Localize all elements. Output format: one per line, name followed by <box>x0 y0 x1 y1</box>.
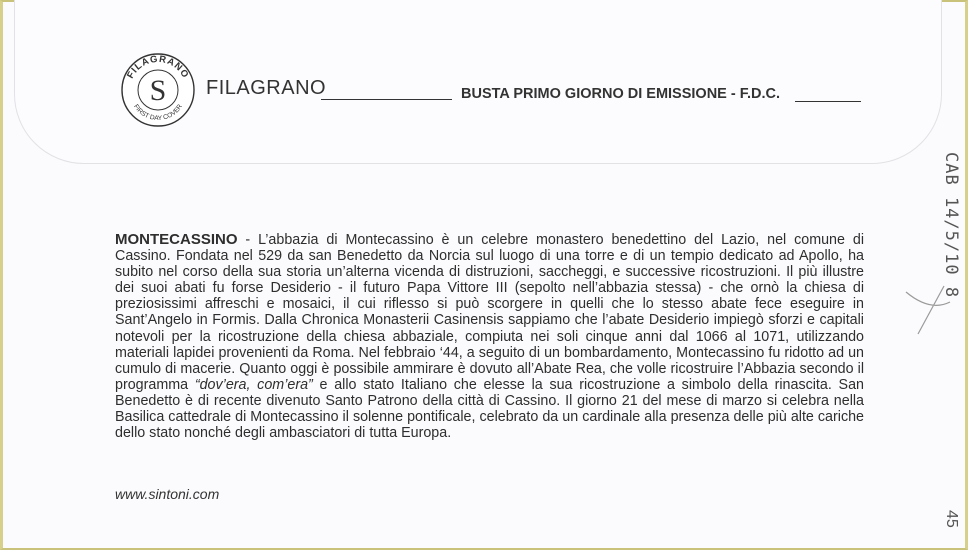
title-dash: - <box>237 232 259 248</box>
handwritten-side-code: CAB 14/5/10 8 <box>941 152 961 299</box>
description-text-b: e allo stato Italiano che elesse la sua ricostruzione a simbolo della rinascita. San Benedetto è di recente divenuto Santo Patrono della città di Cassino. Il giorno 21 del mese di marzo si celebra nella Basilica cattedrale di Montecassino il solenne pontificale, celebrato da un cardinale alla presenza delle più alte cariche dello stato nonché degli ambasciatori di tutta Europa. <box>115 376 864 442</box>
description-title: MONTECASSINO <box>115 231 238 248</box>
description-quote: “dov’era, com’era” <box>194 376 313 393</box>
fdc-label: BUSTA PRIMO GIORNO DI EMISSIONE - F.D.C. <box>461 86 781 102</box>
logo-brand-text: FILAGRANO <box>125 53 191 81</box>
description-text-a: L’abbazia di Montecassino è un celebre monastero benedettino del Lazio, nel comune di Cassino. Fondata nel 529 da san Benedetto da Norcia sul luogo di una torre e di un tempio dedicato ad Apollo, ha subito nel corso della sua storia un’alterna vicenda di distruzioni, saccheggi, e successive ricostruzioni. Il più illustre dei suoi abati fu forse Desiderio - il futuro Papa Vittore III (sepolto nell’abbazia stessa) - che ornò la chiesa di preziosissimi affreschi e mosaici, il cui riflesso si può scorgere in quelli che lo stesso abate fece eseguire in Sant’Angelo in Formis. Dalla Chronica Monasterii Casinensis sappiamo che l’abate Desiderio impiegò sforzi e capitali notevoli per la ricostruzione della chiesa abbaziale, compiuta nei soli cinque anni dal 1066 al 1071, utilizzando materiali lapidei provenienti da Roma. Nel febbraio ‘44, a seguito di un bombardamento, Montecassino fu ridotto ad un cumulo di macerie. Quanto oggi è possibile ammirare è dovuto all’Abate Rea, che volle ricostruire l’Abbazia secondo il programma <box>115 232 864 393</box>
handwritten-corner-number: 45 <box>943 510 960 528</box>
pencil-mark-icon <box>900 282 960 342</box>
description-paragraph <box>115 232 864 441</box>
blank-line-fdc <box>795 101 861 102</box>
logo-sub-text: FIRST DAY COVER <box>132 103 184 123</box>
logo-letter: S <box>149 74 167 107</box>
filagrano-logo <box>120 52 196 128</box>
website-link[interactable]: www.sintoni.com <box>115 486 220 502</box>
brand-name: FILAGRANO <box>206 77 327 99</box>
blank-line-brand <box>321 99 452 100</box>
